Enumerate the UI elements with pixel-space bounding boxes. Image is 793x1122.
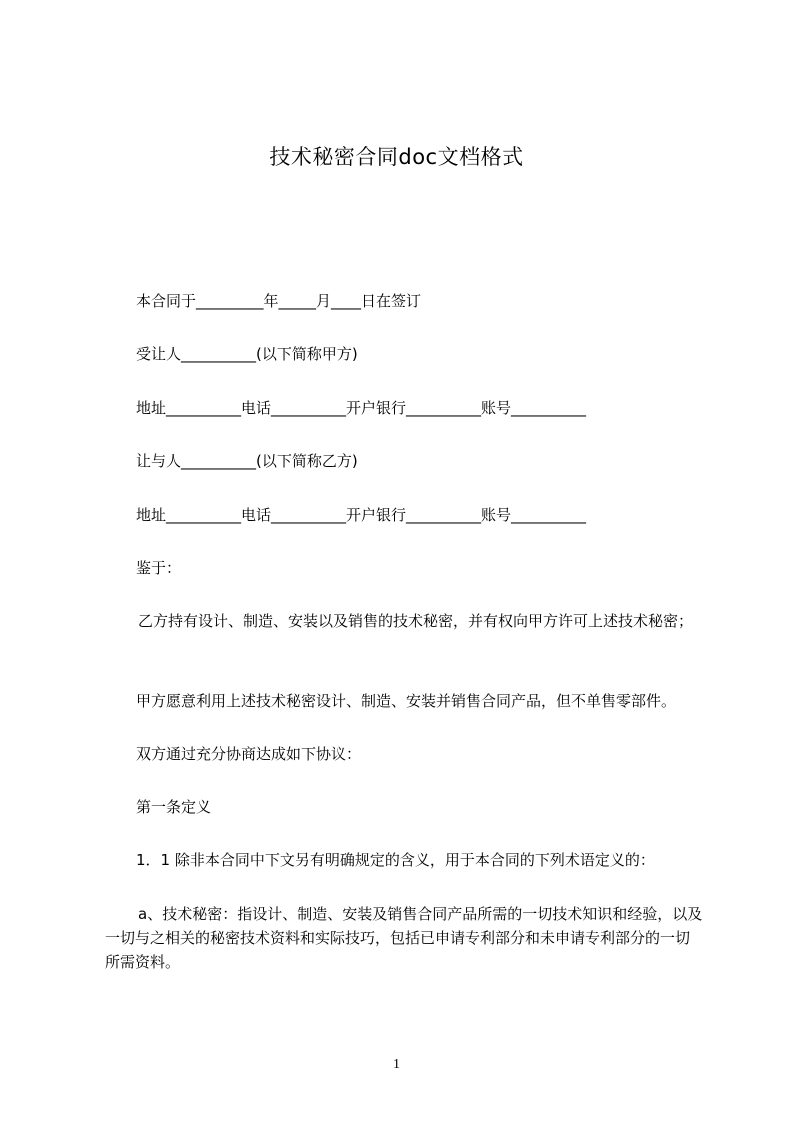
- licensee-contact-line: 地址__________电话__________开户银行__________账号__________: [136, 399, 587, 417]
- whereas-line: 鉴于：: [136, 559, 182, 577]
- recital-paragraph-2: 甲方愿意利用上述技术秘密设计、制造、安装并销售合同产品，但不单售零部件。: [136, 692, 677, 710]
- agreement-intro-line: 双方通过充分协商达成如下协议：: [136, 745, 362, 763]
- recital-paragraph-1: 乙方持有设计、制造、安装以及销售的技术秘密，并有权向甲方许可上述技术秘密；: [138, 612, 694, 630]
- licensee-line: 受让人__________(以下简称甲方): [136, 345, 358, 363]
- definition-a-paragraph: a、技术秘密：指设计、制造、安装及销售合同产品所需的一切技术知识和经验，以及一切与之相关的秘密技术资料和实际技巧，包括已申请专利部分和未申请专利部分的一切所需资料。: [105, 905, 703, 971]
- licensor-line: 让与人__________(以下简称乙方): [136, 452, 358, 470]
- article-1-title: 第一条定义: [136, 798, 212, 816]
- signing-date-line: 本合同于_________年_____月____日在签订: [136, 292, 422, 310]
- article-1-1-line: 1．1 除非本合同中下文另有明确规定的含义，用于本合同的下列术语定义的：: [136, 851, 655, 869]
- page-number: 1: [393, 1057, 400, 1072]
- licensor-contact-line: 地址__________电话__________开户银行__________账号__________: [136, 506, 587, 524]
- document-title: 技术秘密合同doc文档格式: [269, 145, 524, 169]
